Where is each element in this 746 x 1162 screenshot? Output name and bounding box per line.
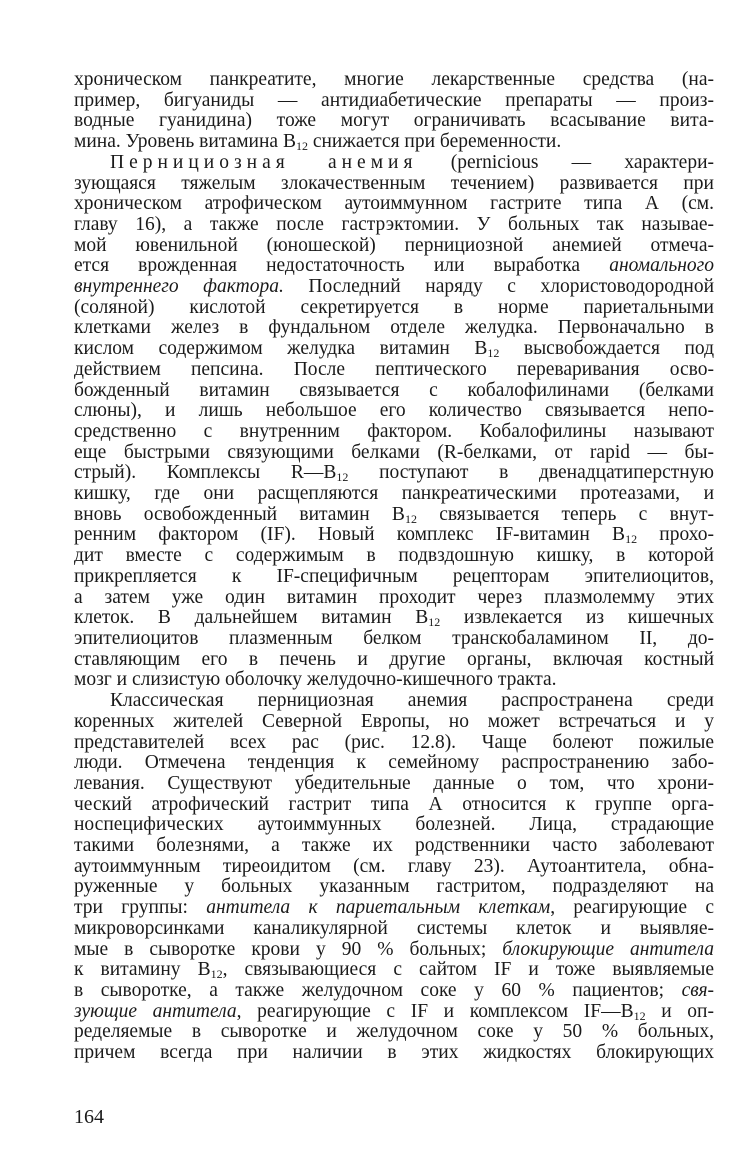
text-run: руженные у больных указанным гастритом, подразделяют на bbox=[74, 876, 714, 898]
text-line bbox=[74, 132, 714, 153]
subscript: 12 bbox=[336, 470, 349, 485]
italic-term: внутреннего фактора. bbox=[74, 276, 284, 298]
subscript: 12 bbox=[210, 967, 223, 982]
text-run: левания. Существуют убедительные данные о том, что хрони- bbox=[74, 772, 714, 794]
text-line bbox=[74, 422, 714, 443]
text-line bbox=[74, 608, 714, 629]
text-run: мозг и слизистую оболочку желудочно-кишечного тракта. bbox=[74, 669, 557, 691]
text-line bbox=[74, 795, 714, 816]
text-run: средственно с внутренним фактором. Кобалофилины называют bbox=[74, 420, 714, 442]
text-line bbox=[74, 1022, 714, 1043]
text-line bbox=[74, 174, 714, 195]
italic-term: блокирующие антитела bbox=[502, 938, 714, 960]
text-run: высвобождается под bbox=[499, 338, 714, 360]
text-line bbox=[74, 153, 714, 174]
text-run: мина. Уровень витамина В bbox=[74, 131, 296, 153]
text-line bbox=[74, 463, 714, 484]
text-run: эпителиоцитов плазменным белком транскобаламином II, до- bbox=[74, 627, 714, 649]
italic-term: антитела к париетальным клеткам bbox=[206, 897, 551, 919]
text-line bbox=[74, 484, 714, 505]
text-run: причем всегда при наличии в этих жидкостях блокирующих bbox=[74, 1042, 714, 1064]
text-run: представителей всех рас (рис. 12.8). Чаще болеют пожилые bbox=[74, 731, 714, 753]
spaced-term: Пернициозная анемия bbox=[110, 151, 418, 173]
italic-term: зующие антитела bbox=[74, 1000, 237, 1022]
subscript: 12 bbox=[625, 532, 638, 547]
text-line bbox=[74, 919, 714, 940]
text-run: прохо- bbox=[637, 524, 715, 546]
text-run: клетками желез в фундальном отделе желудка. Первоначально в bbox=[74, 317, 714, 339]
text-line bbox=[74, 898, 714, 919]
text-run: , реагирующие с bbox=[550, 897, 714, 919]
text-line bbox=[74, 1002, 714, 1023]
text-run: (pernicious — характери- bbox=[417, 151, 714, 173]
text-run: Последний наряду с хлористоводородной bbox=[283, 276, 715, 298]
subscript: 12 bbox=[487, 346, 500, 361]
text-line bbox=[74, 339, 714, 360]
text-run: , связывающиеся с сайтом IF и тоже выявляемые bbox=[222, 959, 715, 981]
text-run: дит вместе с содержимым в подвздошную кишку, в которой bbox=[74, 545, 714, 567]
text-line bbox=[74, 712, 714, 733]
text-line bbox=[74, 815, 714, 836]
text-line bbox=[74, 588, 714, 609]
italic-term: аномального bbox=[609, 255, 714, 277]
text-line bbox=[74, 691, 714, 712]
text-line bbox=[74, 733, 714, 754]
text-line bbox=[74, 753, 714, 774]
text-run: главу 16), а также после гастрэктомии. У больных так называе- bbox=[74, 213, 714, 235]
text-run: ренним фактором (IF). Новый комплекс IF-витамин В bbox=[74, 524, 626, 546]
text-run: люди. Отмечена тенденция к семейному распространению забо- bbox=[74, 752, 714, 774]
text-run: действием пепсина. После пептического переваривания осво- bbox=[74, 358, 714, 380]
text-run: божденный витамин связывается с кобалофилинами (белками bbox=[74, 379, 714, 401]
text-run: мой ювенильной (юношеской) пернициозной анемией отмеча- bbox=[74, 234, 714, 256]
text-line bbox=[74, 525, 714, 546]
text-run: хроническом панкреатите, многие лекарственные средства (на- bbox=[74, 69, 714, 90]
text-run: мые в сыворотке крови у 90 % больных; bbox=[74, 938, 503, 960]
text-line bbox=[74, 774, 714, 795]
text-line bbox=[74, 650, 714, 671]
text-line bbox=[74, 670, 714, 691]
text-line bbox=[74, 981, 714, 1002]
page-number: 164 bbox=[74, 1106, 104, 1128]
text-line bbox=[74, 298, 714, 319]
subscript: 12 bbox=[404, 511, 417, 526]
text-line bbox=[74, 505, 714, 526]
text-run: ределяемые в сыворотке и желудочном соке у 50 % больных, bbox=[74, 1021, 714, 1043]
text-run: слюны), и лишь небольшое его количество связывается непо- bbox=[74, 400, 714, 422]
text-run: кишку, где они расщепляются панкреатическими протеазами, и bbox=[74, 483, 714, 505]
text-run: хроническом атрофическом аутоиммунном гастрите типа А (см. bbox=[74, 193, 714, 215]
text-line bbox=[74, 629, 714, 650]
text-run: к витамину В bbox=[74, 959, 211, 981]
text-run: ставляющим его в печень и другие органы, включая костный bbox=[74, 648, 714, 670]
text-run: пример, бигуаниды — антидиабетические препараты — произ- bbox=[74, 89, 714, 111]
text-run: поступают в двенадцатиперстную bbox=[348, 462, 715, 484]
text-run: , реагирующие с IF и комплексом IF—В bbox=[236, 1000, 634, 1022]
text-run: аутоиммунным тиреоидитом (см. главу 23). Аутоантитела, обна- bbox=[74, 855, 714, 877]
italic-term: свя- bbox=[681, 979, 714, 1001]
text-run: коренных жителей Северной Европы, но может встречаться и у bbox=[74, 710, 714, 732]
text-line bbox=[74, 567, 714, 588]
subscript: 12 bbox=[633, 1008, 646, 1023]
text-run: кислом содержимом желудка витамин В bbox=[74, 338, 488, 360]
text-run: носпецифических аутоиммунных болезней. Лица, страдающие bbox=[74, 814, 714, 836]
text-run: (соляной) кислотой секретируется в норме париетальными bbox=[74, 296, 714, 318]
text-line bbox=[74, 360, 714, 381]
text-run: извлекается из кишечных bbox=[440, 607, 714, 629]
text-line bbox=[74, 877, 714, 898]
subscript: 12 bbox=[428, 615, 441, 630]
text-run: микроворсинками каналикулярной системы клеток и выявляе- bbox=[74, 917, 714, 939]
text-run: клеток. В дальнейшем витамин В bbox=[74, 607, 429, 629]
text-run: ческий атрофический гастрит типа А относится к группе орга- bbox=[74, 793, 714, 815]
text-line bbox=[74, 236, 714, 257]
text-run: связывается теперь с внут- bbox=[416, 503, 714, 525]
text-line bbox=[74, 91, 714, 112]
text-line bbox=[74, 940, 714, 961]
text-run: Классическая пернициозная анемия распространена среди bbox=[110, 690, 714, 712]
text-line bbox=[74, 70, 714, 91]
text-run: снижается при беременности. bbox=[307, 131, 562, 153]
text-line bbox=[74, 546, 714, 567]
text-run: а затем уже один витамин проходит через плазмолемму этих bbox=[74, 586, 714, 608]
text-line bbox=[74, 256, 714, 277]
text-line bbox=[74, 381, 714, 402]
text-line bbox=[74, 1043, 714, 1064]
text-run: ется врожденная недостаточность или выработка bbox=[74, 255, 610, 277]
text-run: три группы: bbox=[74, 897, 207, 919]
text-line bbox=[74, 401, 714, 422]
text-line bbox=[74, 960, 714, 981]
page-body bbox=[74, 70, 714, 1064]
text-line bbox=[74, 194, 714, 215]
text-line bbox=[74, 836, 714, 857]
text-line bbox=[74, 443, 714, 464]
text-run: и оп- bbox=[645, 1000, 714, 1022]
text-line bbox=[74, 857, 714, 878]
text-run: еще быстрыми связующими белками (R-белками, от rapid — бы- bbox=[74, 441, 714, 463]
text-run: зующаяся тяжелым злокачественным течением) развивается при bbox=[74, 172, 714, 194]
text-run: такими болезнями, а также их родственники часто заболевают bbox=[74, 835, 714, 857]
text-line bbox=[74, 277, 714, 298]
subscript: 12 bbox=[295, 139, 308, 154]
text-line bbox=[74, 111, 714, 132]
text-line bbox=[74, 215, 714, 236]
text-run: прикрепляется к IF-специфичным рецепторам эпителиоцитов, bbox=[74, 565, 714, 587]
text-run: водные гуанидина) тоже могут ограничивать всасывание вита- bbox=[74, 110, 714, 132]
text-run: вновь освобожденный витамин В bbox=[74, 503, 405, 525]
text-run: в сыворотке, а также желудочном соке у 60 % пациентов; bbox=[74, 979, 682, 1001]
text-line bbox=[74, 318, 714, 339]
text-run: стрый). Комплексы R—В bbox=[74, 462, 337, 484]
